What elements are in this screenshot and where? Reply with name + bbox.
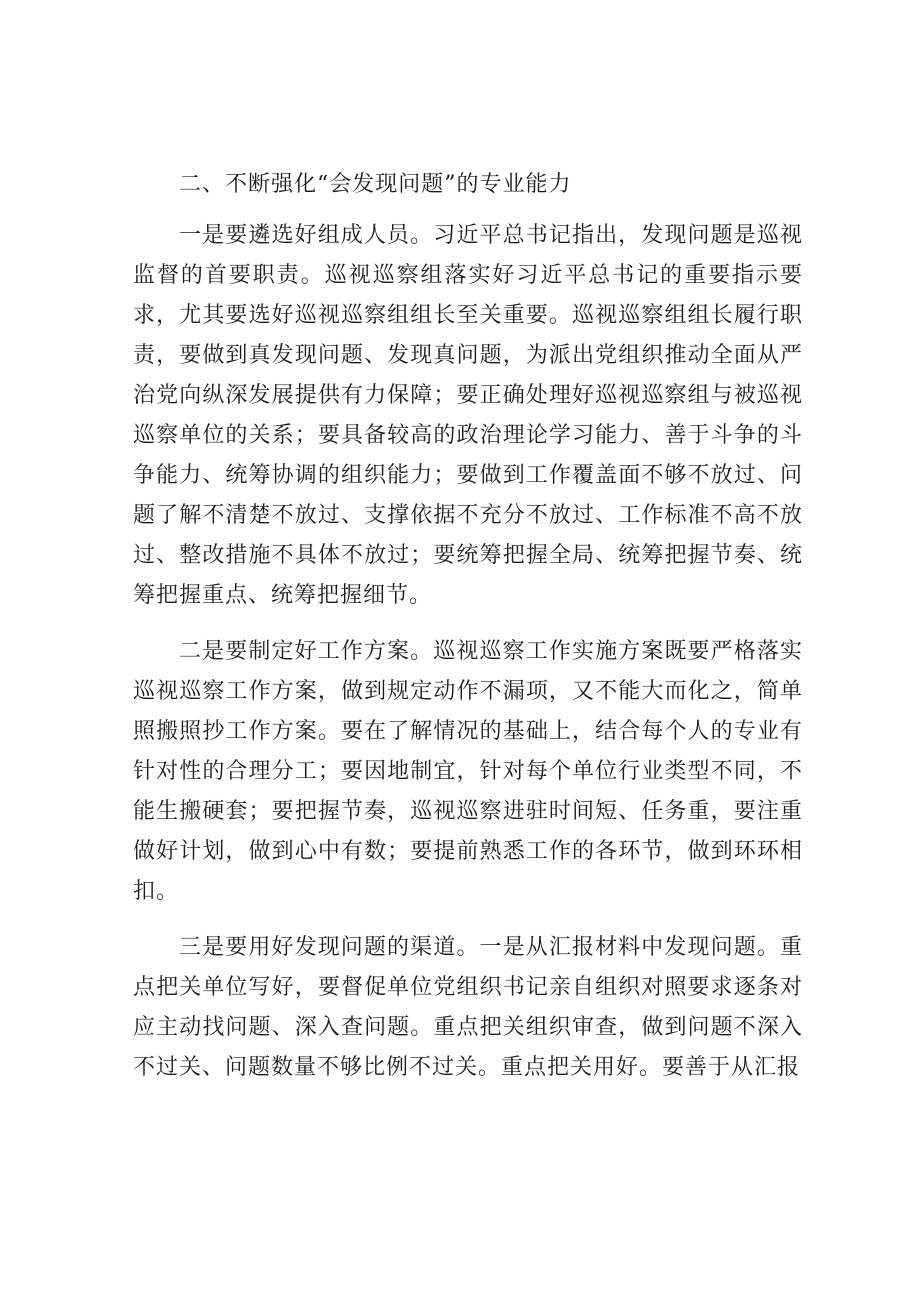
section-heading: 二、不断强化“会发现问题”的专业能力 (179, 172, 572, 197)
paragraph-work-plan: 二是要制定好工作方案。巡视巡察工作实施方案既要严格落实巡视巡察工作方案，做到规定动作不漏项，又不能大而化之，简单照搬照抄工作方案。要在了解情况的基础上，结合每个人的专业有针对性的合理分工；要因地制宜，针对每个单位行业类型不同，不能生搬硬套；要把握节奏，巡视巡察进驻时间短、任务重，要注重做好计划，做到心中有数；要提前熟悉工作的各环节，做到环环相扣。 (133, 639, 803, 904)
document-page (133, 160, 803, 1088)
paragraph-problem-channels: 三是要用好发现问题的渠道。一是从汇报材料中发现问题。重点把关单位写好，要督促单位党组织书记亲自组织对照要求逐条对应主动找问题、深入查问题。重点把关组织审查，做到问题不深入不过关、问题数量不够比例不过关。重点把关用好。要善于从汇报 (133, 935, 803, 1080)
paragraph-select-members: 一是要遴选好组成人员。习近平总书记指出，发现问题是巡视监督的首要职责。巡视巡察组落实好习近平总书记的重要指示要求，尤其要选好巡视巡察组组长至关重要。巡视巡察组组长履行职责，要做到真发现问题、发现真问题，为派出党组织推动全面从严治党向纵深发展提供有力保障；要正确处理好巡视巡察组与被巡视巡察单位的关系；要具备较高的政治理论学习能力、善于斗争的斗争能力、统筹协调的组织能力；要做到工作覆盖面不够不放过、问题了解不清楚不放过、支撑依据不充分不放过、工作标准不高不放过、整改措施不具体不放过；要统筹把握全局、统筹把握节奏、统筹把握重点、统筹把握细节。 (133, 223, 803, 608)
